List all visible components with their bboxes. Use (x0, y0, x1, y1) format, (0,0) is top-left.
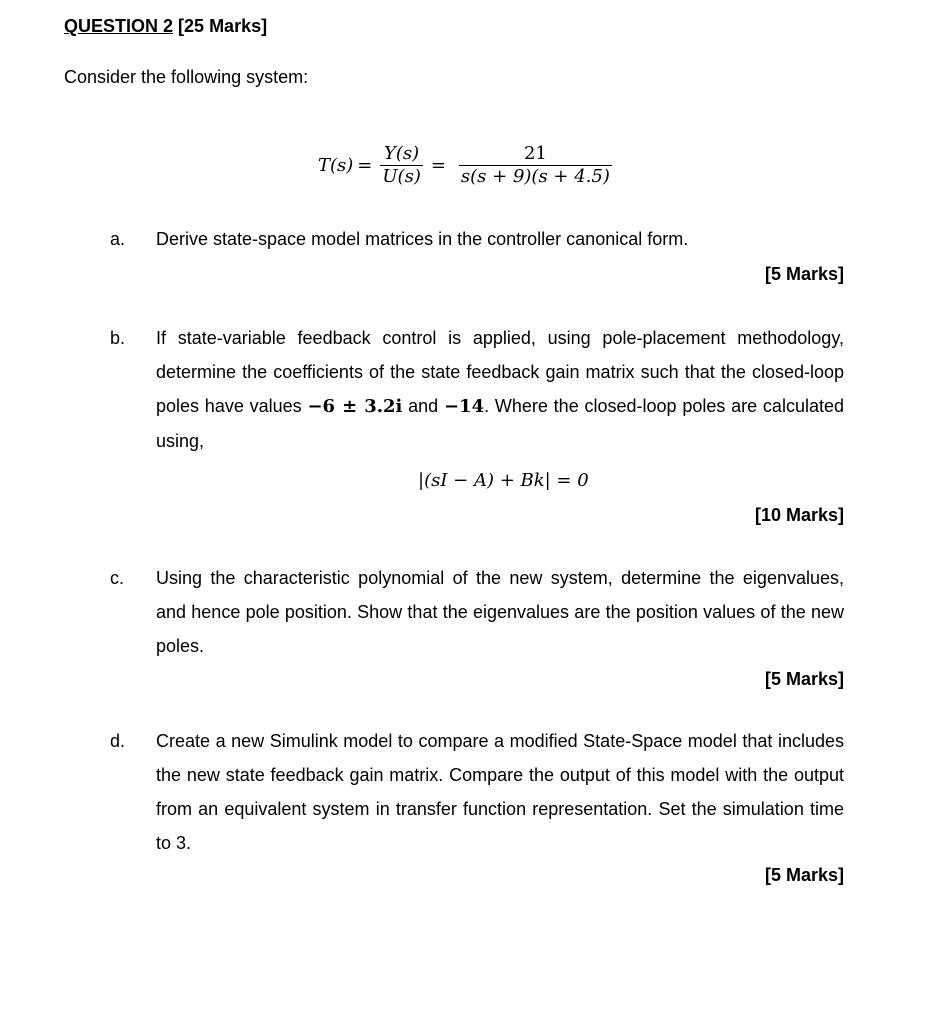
tf-fraction (454, 143, 617, 188)
equals-sign: = (430, 154, 446, 176)
pole-real: −14 (443, 396, 485, 417)
item-d-marks: [5 Marks] (764, 865, 844, 885)
item-c-text: Using the characteristic polynomial of the new system, determine the eigenvalues, and hence pole position. Show that the eigenvalues are the position values of the new poles. (156, 568, 844, 656)
item-c-letter: c. (110, 568, 125, 588)
item-b-text-part2: and (402, 396, 444, 416)
item-a-text: Derive state-space model matrices in the controller canonical form. (156, 229, 689, 249)
ratio-fraction (380, 143, 422, 188)
item-b-text (156, 321, 844, 458)
equals-sign: = (357, 154, 373, 176)
tf-numerator: 21 (523, 142, 547, 164)
tf-lhs: T(s) (318, 154, 354, 176)
item-b-marks: [10 Marks] (754, 505, 844, 525)
item-b-letter: b. (110, 328, 126, 348)
item-a-letter: a. (110, 229, 126, 249)
question-number: QUESTION 2 (64, 16, 174, 36)
pole-complex: −6 ± 3.2i (307, 396, 403, 417)
question-total-marks: [25 Marks] (178, 16, 268, 36)
item-b-text-part1: If state-variable feedback control is applied, using pole-placement methodology, determine the coefficients of the state feedback gain matrix such that the closed-loop poles have values (156, 328, 844, 416)
item-c-marks: [5 Marks] (764, 669, 844, 689)
tf-denominator: s(s + 9)(s + 4.5) (460, 165, 610, 187)
question-heading (64, 16, 267, 37)
item-d-letter: d. (110, 731, 126, 751)
transfer-function-equation (318, 140, 621, 190)
item-b-text-part3: . Where the closed-loop poles are calculated using, (156, 396, 844, 451)
ratio-numerator: Y(s) (384, 142, 420, 164)
closed-loop-equation: |(sI − A) + Bk| = 0 (418, 470, 589, 491)
ratio-denominator: U(s) (382, 165, 421, 187)
item-a-marks: [5 Marks] (764, 264, 844, 284)
item-d-text: Create a new Simulink model to compare a modified State-Space model that includes the new state feedback gain matrix. Compare the output of this model with the output from an equivalent system in transfer function representation. Set the simulation time to 3. (156, 731, 844, 853)
intro-text: Consider the following system: (64, 67, 309, 87)
